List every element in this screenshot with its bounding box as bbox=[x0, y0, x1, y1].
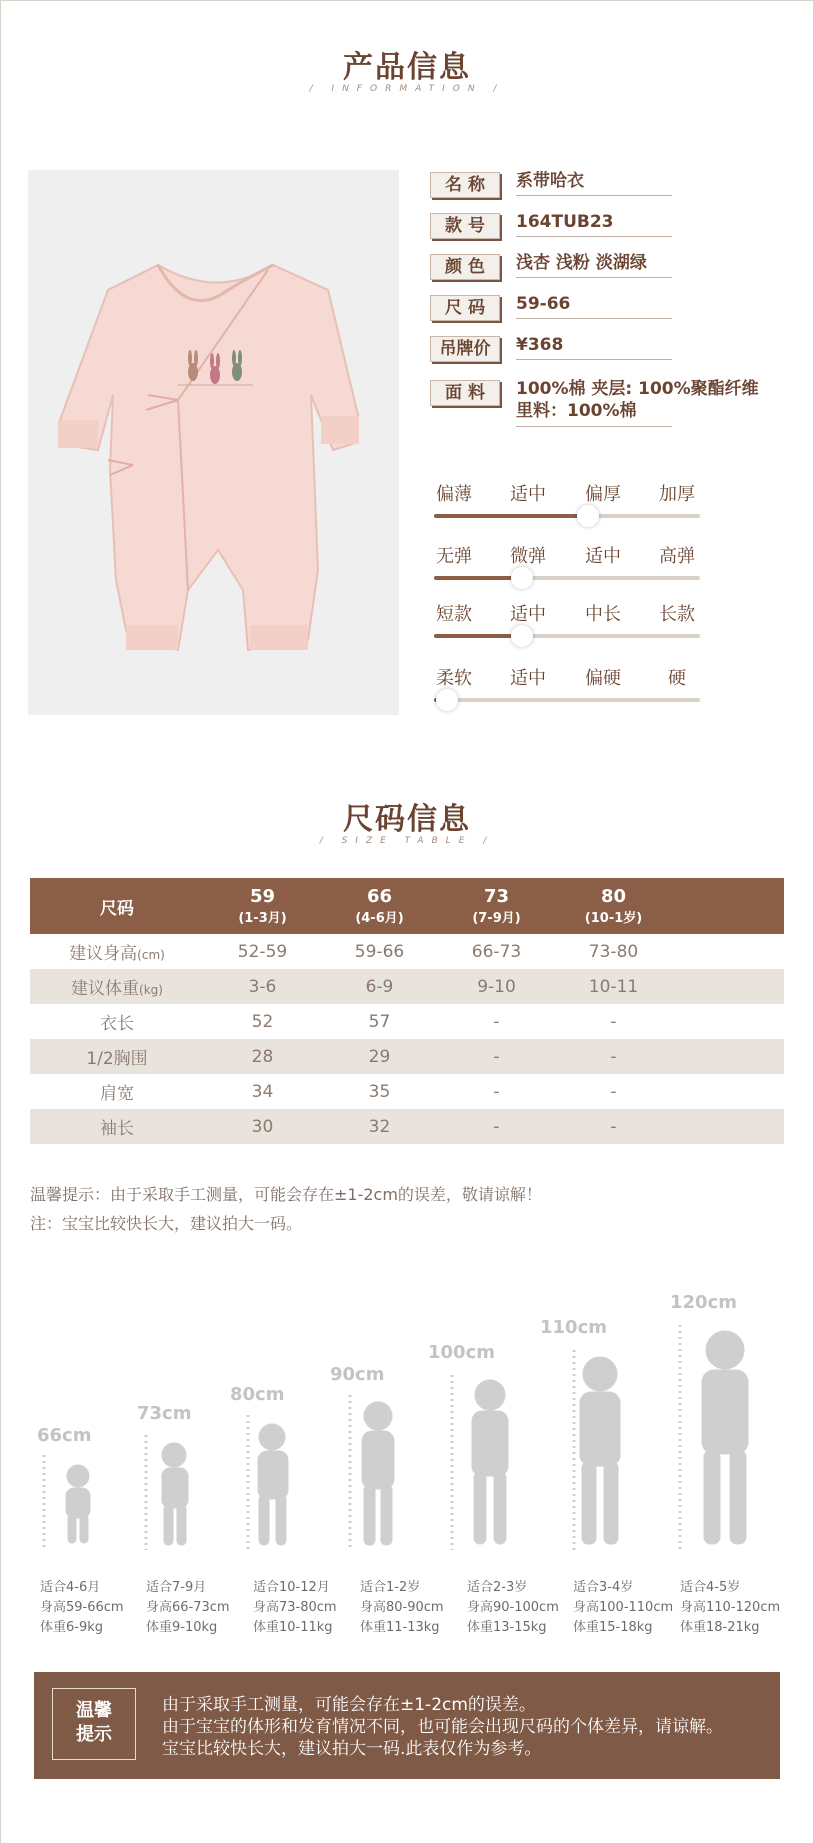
table-cell: 57 bbox=[368, 1011, 391, 1032]
size-table bbox=[30, 878, 784, 1144]
info-value: 系带哈衣 bbox=[516, 171, 584, 191]
height-label: 120cm bbox=[670, 1292, 737, 1313]
table-cell: 6-9 bbox=[321, 969, 438, 1004]
tip-line: 由于采取手工测量，可能会存在±1-2cm的误差。 bbox=[162, 1695, 536, 1715]
size-table-header bbox=[30, 878, 784, 934]
table-cell: 52-59 bbox=[237, 941, 288, 962]
info-value: ¥368 bbox=[516, 335, 564, 355]
row-label: 建议体重 bbox=[71, 979, 140, 999]
scale-option: 加厚 bbox=[659, 484, 695, 505]
table-cell: - bbox=[610, 1081, 617, 1102]
size-header-cell: 80 (10-1岁) bbox=[555, 878, 672, 934]
growth-info: 适合4-6月 身高59-66cm 体重6-9kg bbox=[40, 1580, 124, 1635]
table-cell: 73-80 bbox=[588, 941, 639, 962]
scale-fill bbox=[434, 634, 514, 638]
table-cell: - bbox=[438, 1109, 555, 1144]
info-row-price bbox=[430, 332, 810, 364]
scale-option: 微弹 bbox=[510, 546, 546, 567]
table-cell: - bbox=[555, 1109, 672, 1144]
size-header-cell: 59 (1-3月) bbox=[204, 878, 321, 934]
height-label: 90cm bbox=[330, 1364, 385, 1385]
info-row-color bbox=[430, 250, 810, 282]
info-underline bbox=[516, 277, 672, 278]
table-cell: 29 bbox=[321, 1039, 438, 1074]
scale-option: 硬 bbox=[668, 668, 686, 689]
info-value: 浅杏 浅粉 淡湖绿 bbox=[516, 253, 647, 273]
info-value-second-line: 里料：100%棉 bbox=[516, 401, 637, 421]
height-label: 66cm bbox=[37, 1425, 92, 1446]
table-cell: 59-66 bbox=[354, 941, 405, 962]
scale-option: 适中 bbox=[510, 484, 546, 505]
table-cell: - bbox=[493, 1081, 500, 1102]
table-cell: 3-6 bbox=[204, 969, 321, 1004]
size-section-title: 尺码信息 bbox=[343, 802, 471, 837]
row-label: 建议身高 bbox=[69, 944, 138, 964]
table-row bbox=[30, 969, 784, 1004]
row-label: 1/2胸围 bbox=[30, 1039, 204, 1074]
growth-info: 适合1-2岁 身高80-90cm 体重11-13kg bbox=[360, 1580, 444, 1635]
info-label: 面 料 bbox=[430, 380, 500, 406]
height-label: 73cm bbox=[137, 1403, 192, 1424]
tip-badge: 温馨 提示 bbox=[52, 1688, 136, 1760]
table-row bbox=[30, 1004, 784, 1039]
scale-option: 适中 bbox=[510, 668, 546, 689]
height-label: 80cm bbox=[230, 1384, 285, 1405]
scale-knob[interactable] bbox=[577, 505, 599, 527]
scale-option: 偏硬 bbox=[585, 668, 621, 689]
table-cell: 9-10 bbox=[438, 969, 555, 1004]
scale-option: 适中 bbox=[510, 604, 546, 625]
table-cell: 35 bbox=[368, 1081, 391, 1102]
table-cell: - bbox=[493, 1011, 500, 1032]
table-row bbox=[30, 1074, 784, 1109]
measurement-note: 温馨提示：由于采取手工测量，可能会存在±1-2cm的误差，敬请谅解！ bbox=[30, 1185, 542, 1204]
tip-lines bbox=[162, 1694, 723, 1760]
scale-fill bbox=[434, 514, 580, 518]
table-cell: 28 bbox=[204, 1039, 321, 1074]
scale-knob[interactable] bbox=[511, 567, 533, 589]
row-label: 肩宽 bbox=[100, 1084, 134, 1104]
table-row bbox=[30, 934, 784, 969]
scale-option: 长款 bbox=[659, 604, 695, 625]
info-row-size bbox=[430, 291, 810, 323]
row-unit: (kg) bbox=[139, 983, 163, 997]
table-row bbox=[30, 1109, 784, 1144]
size-advice-note: 注：宝宝比较快长大，建议拍大一码。 bbox=[30, 1214, 303, 1233]
info-underline bbox=[516, 318, 672, 319]
info-value: 59-66 bbox=[516, 294, 571, 314]
size-header-cell: 尺码 bbox=[30, 878, 204, 934]
table-cell: - bbox=[610, 1011, 617, 1032]
info-row-fabric bbox=[430, 376, 810, 436]
tip-line: 由于宝宝的体形和发育情况不同，也可能会出现尺码的个体差异，请谅解。 bbox=[162, 1717, 723, 1737]
scale-option: 柔软 bbox=[436, 668, 472, 689]
scale-option: 偏薄 bbox=[436, 484, 472, 505]
info-underline bbox=[516, 236, 672, 237]
child-silhouettes bbox=[0, 1280, 814, 1560]
scale-fill bbox=[434, 576, 514, 580]
info-section-title: 产品信息 bbox=[343, 50, 471, 85]
height-label: 110cm bbox=[540, 1317, 607, 1338]
table-cell: - bbox=[438, 1039, 555, 1074]
info-section-subtitle: / INFORMATION / bbox=[309, 84, 505, 94]
growth-info: 适合4-5岁 身高110-120cm 体重18-21kg bbox=[680, 1580, 781, 1635]
size-header-spacer bbox=[672, 878, 784, 934]
scale-option: 中长 bbox=[585, 604, 621, 625]
scale-option: 适中 bbox=[585, 546, 621, 567]
size-header-cell: 66 (4-6月) bbox=[321, 878, 438, 934]
info-underline bbox=[516, 359, 672, 360]
growth-info: 适合7-9月 身高66-73cm 体重9-10kg bbox=[146, 1580, 230, 1635]
scale-knob[interactable] bbox=[511, 625, 533, 647]
info-row-style bbox=[430, 209, 810, 241]
row-label: 袖长 bbox=[30, 1109, 204, 1144]
romper-illustration bbox=[28, 170, 399, 715]
table-cell: 32 bbox=[321, 1109, 438, 1144]
table-cell: - bbox=[555, 1039, 672, 1074]
scale-knob[interactable] bbox=[436, 689, 458, 711]
row-label: 衣长 bbox=[100, 1014, 134, 1034]
scale-option: 偏厚 bbox=[585, 484, 621, 505]
info-label: 颜 色 bbox=[430, 254, 500, 280]
table-cell: 52 bbox=[251, 1011, 274, 1032]
size-section-subtitle: / SIZE TABLE / bbox=[319, 836, 495, 846]
scale-elasticity bbox=[432, 542, 702, 602]
product-photo bbox=[28, 170, 399, 715]
row-unit: (cm) bbox=[137, 948, 165, 962]
size-header-cell: 73 (7-9月) bbox=[438, 878, 555, 934]
info-row-name bbox=[430, 168, 810, 200]
scale-option: 短款 bbox=[436, 604, 472, 625]
table-cell: 10-11 bbox=[555, 969, 672, 1004]
growth-info: 适合10-12月 身高73-80cm 体重10-11kg bbox=[253, 1580, 337, 1635]
scale-thickness bbox=[432, 480, 702, 540]
info-label: 款 号 bbox=[430, 213, 500, 239]
info-value: 164TUB23 bbox=[516, 212, 614, 232]
scale-option: 高弹 bbox=[659, 546, 695, 567]
tip-box bbox=[34, 1672, 780, 1779]
info-underline bbox=[516, 426, 672, 427]
info-label: 吊牌价 bbox=[430, 336, 500, 362]
info-value: 100%棉 夹层: 100%聚酯纤维 bbox=[516, 379, 759, 399]
scale-option: 无弹 bbox=[436, 546, 472, 567]
info-label: 尺 码 bbox=[430, 295, 500, 321]
scale-softness bbox=[432, 664, 702, 724]
info-underline bbox=[516, 195, 672, 196]
table-cell: 34 bbox=[251, 1081, 274, 1102]
scale-track bbox=[434, 698, 700, 702]
table-row bbox=[30, 1039, 784, 1074]
scale-length bbox=[432, 600, 702, 660]
table-cell: 66-73 bbox=[471, 941, 522, 962]
info-label: 名 称 bbox=[430, 172, 500, 198]
growth-info: 适合3-4岁 身高100-110cm 体重15-18kg bbox=[573, 1580, 674, 1635]
table-cell: 30 bbox=[204, 1109, 321, 1144]
tip-line: 宝宝比较快长大，建议拍大一码.此表仅作为参考。 bbox=[162, 1739, 542, 1759]
height-label: 100cm bbox=[428, 1342, 495, 1363]
growth-info: 适合2-3岁 身高90-100cm 体重13-15kg bbox=[467, 1580, 559, 1635]
